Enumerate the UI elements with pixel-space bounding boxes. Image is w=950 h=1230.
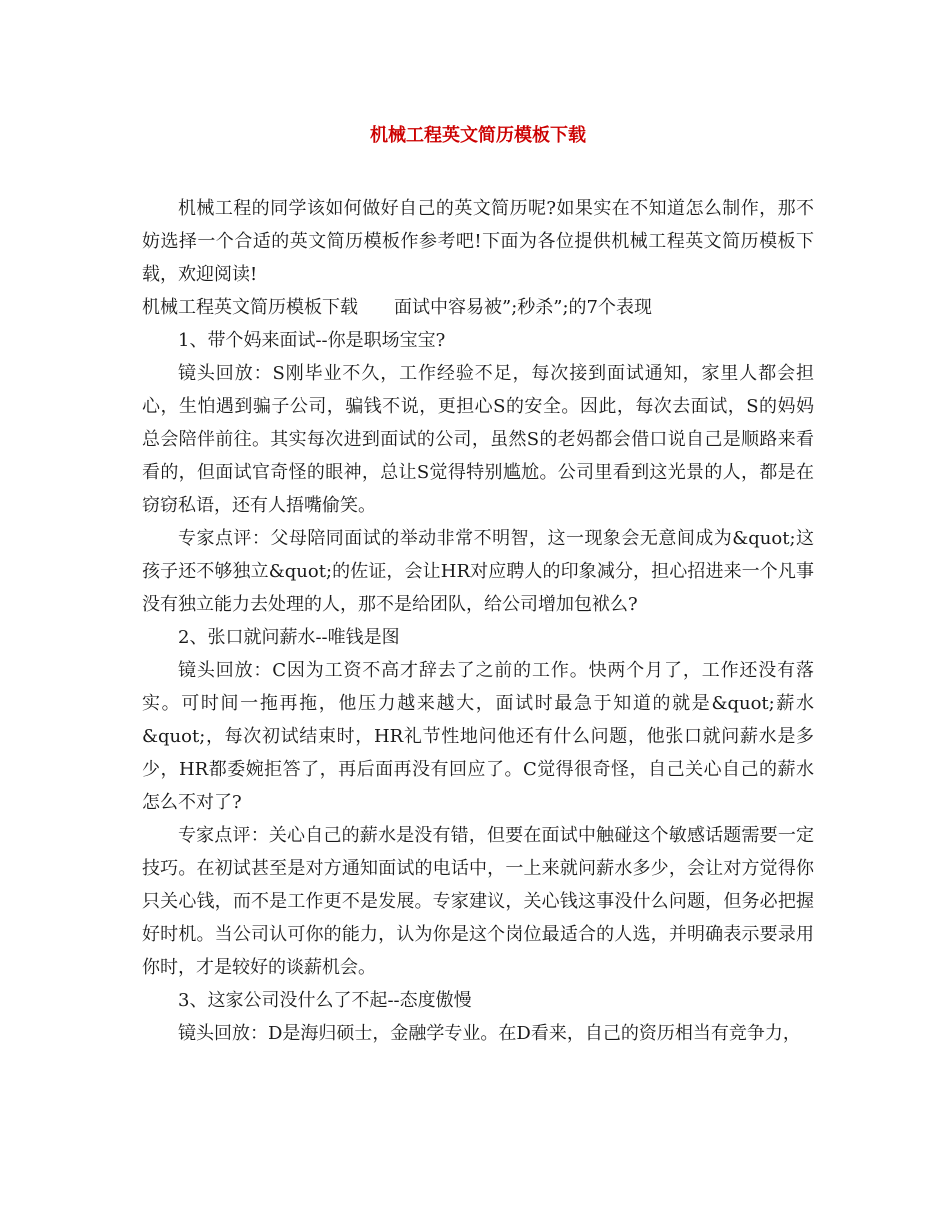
section-heading-2: 2、张口就问薪水--唯钱是图 (178, 627, 400, 648)
paragraph-replay-2: 镜头回放：C因为工资不高才辞去了之前的工作。快两个月了，工作还没有落实。可时间一拖再拖，他压力越来越大，面试时最急于知道的就是&quot;薪水&quot;，每次初试结束时，HR礼节性地问他还有什么问题，他张口就问薪水是多少，HR都委婉拒答了，再后面再没有回应了。C觉得很奇怪，自己关心自己的薪水怎么不对了? (142, 660, 814, 813)
paragraph-replay-3: 镜头回放：D是海归硕士，金融学专业。在D看来，自己的资历相当有竞争力， (178, 1023, 801, 1044)
paragraph-subtitle-line (142, 291, 814, 324)
paragraph-replay-1: 镜头回放：S刚毕业不久，工作经验不足，每次接到面试通知，家里人都会担心，生怕遇到骗子公司，骗钱不说，更担心S的安全。因此，每次去面试，S的妈妈总会陪伴前往。其实每次进到面试的公司，虽然S的老妈都会借口说自己是顺路来看看的，但面试官奇怪的眼神，总让S觉得特别尴尬。公司里看到这光景的人，都是在窃窃私语，还有人捂嘴偷笑。 (142, 363, 814, 516)
section-heading-1: 1、带个妈来面试--你是职场宝宝? (178, 330, 446, 351)
paragraph-intro: 机械工程的同学该如何做好自己的英文简历呢?如果实在不知道怎么制作，那不妨选择一个合适的英文简历模板作参考吧!下面为各位提供机械工程英文简历模板下载，欢迎阅读! (142, 198, 814, 285)
paragraph-comment-1: 专家点评：父母陪同面试的举动非常不明智，这一现象会无意间成为&quot;这孩子还不够独立&quot;的佐证，会让HR对应聘人的印象减分，担心招进来一个凡事没有独立能力去处理的人，那不是给团队，给公司增加包袱么? (142, 528, 814, 615)
section-heading-3: 3、这家公司没什么了不起--态度傲慢 (178, 990, 472, 1011)
subtitle-right: 面试中容易被”;秒杀”;的7个表现 (394, 297, 652, 318)
document-title: 机械工程英文简历模板下载 (370, 125, 586, 146)
paragraph-comment-2: 专家点评：关心自己的薪水是没有错，但要在面试中触碰这个敏感话题需要一定技巧。在初试甚至是对方通知面试的电话中，一上来就问薪水多少，会让对方觉得你只关心钱，而不是工作更不是发展。专家建议，关心钱这事没什么问题，但务必把握好时机。当公司认可你的能力，认为你是这个岗位最适合的人选，并明确表示要录用你时，才是较好的谈薪机会。 (142, 825, 814, 978)
document-body (142, 192, 814, 1050)
subtitle-left: 机械工程英文简历模板下载 (142, 297, 358, 318)
